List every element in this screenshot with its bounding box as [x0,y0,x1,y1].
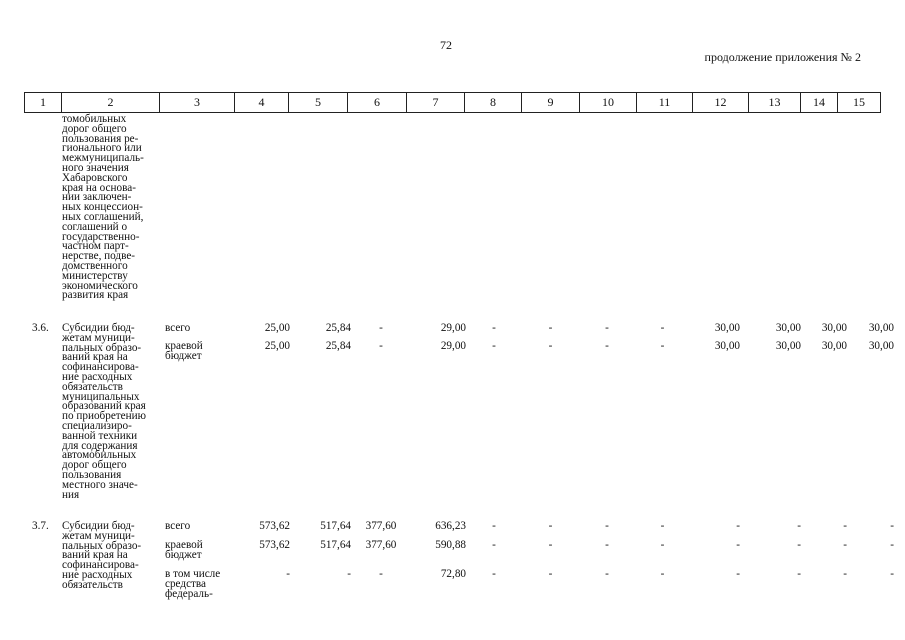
value-cell: - [605,568,609,580]
value-cell: - [492,520,496,532]
value-cell: - [797,568,801,580]
value-cell: 30,00 [868,322,894,334]
value-cell: 573,62 [259,539,290,551]
header-col-10: 10 [580,93,637,113]
value-cell: - [797,539,801,551]
header-col-7: 7 [407,93,465,113]
header-col-1: 1 [25,93,62,113]
value-cell: - [548,539,553,551]
value-cell: - [548,322,553,334]
value-cell: 30,00 [868,340,894,352]
value-cell: 30,00 [714,340,740,352]
value-cell: 636,23 [435,520,466,532]
value-cell: - [605,520,609,532]
value-cell: - [660,520,665,532]
row-description: Субсидии бюд- жетам муници- пальных образо- ваний края на софинансирова- ние расходных обязательств муниципальных образований края по приобретению специализиро- ванной техники для содержания автомобильных дорог общего пользования местного значе- ния [62,322,146,501]
funding-source: всего [165,520,191,532]
value-cell: - [660,539,665,551]
value-cell: - [347,568,351,580]
value-cell: - [660,322,665,334]
value-cell: - [890,539,894,551]
value-cell: 377,60 [365,539,397,551]
header-col-2: 2 [62,93,160,113]
value-cell: - [605,322,609,334]
value-cell: 30,00 [775,340,801,352]
value-cell: - [548,568,553,580]
header-col-14: 14 [801,93,838,113]
value-cell: 30,00 [821,340,847,352]
value-cell: 25,00 [264,322,290,334]
header-col-9: 9 [522,93,580,113]
value-cell: - [736,520,740,532]
value-cell: 30,00 [714,322,740,334]
row-number: 3.7. [32,520,49,532]
value-cell: - [379,322,383,334]
value-cell: - [890,520,894,532]
header-col-3: 3 [160,93,235,113]
value-cell: - [605,539,609,551]
header-col-12: 12 [693,93,749,113]
value-cell: 377,60 [365,520,397,532]
header-col-15: 15 [838,93,881,113]
value-cell: 25,00 [264,340,290,352]
header-col-13: 13 [749,93,801,113]
value-cell: - [379,340,383,352]
value-cell: - [286,568,290,580]
value-cell: - [843,568,847,580]
row-description: Субсидии бюд- жетам муници- пальных образо- ваний края на софинансирова- ние расходных обязательств [62,520,142,591]
value-cell: 30,00 [821,322,847,334]
value-cell: 25,84 [325,340,351,352]
value-cell: - [660,340,665,352]
value-cell: 590,88 [435,539,466,551]
value-cell: - [797,520,801,532]
value-cell: - [890,568,894,580]
value-cell: 29,00 [440,340,466,352]
value-cell: 25,84 [325,322,351,334]
header-col-6: 6 [348,93,407,113]
value-cell: - [736,568,740,580]
value-cell: - [736,539,740,551]
column-number-header [24,92,881,113]
value-cell: 517,64 [320,520,351,532]
funding-source: краевой бюджет [165,340,203,362]
continuation-label: продолжение приложения № 2 [704,50,861,64]
value-cell: - [843,520,847,532]
row-number: 3.6. [32,322,49,334]
funding-source: краевой бюджет [165,539,203,561]
value-cell: 573,62 [259,520,290,532]
header-col-11: 11 [637,93,693,113]
value-cell: 517,64 [320,539,351,551]
value-cell: - [548,340,553,352]
value-cell: 29,00 [440,322,466,334]
value-cell: 72,80 [440,568,466,580]
value-cell: - [660,568,665,580]
value-cell: - [843,539,847,551]
value-cell: - [492,539,496,551]
value-cell: - [605,340,609,352]
continued-description: томобильных дорог общего пользования ре- гионального или межмуниципаль- ного значения Хабаровского края на основа- нии заключен- ных концессион- ных соглашений, соглашений о государственно- частном парт- нерстве, подве- домственного министерству экономического развития края [62,113,144,302]
funding-source: всего [165,322,191,334]
value-cell: - [548,520,553,532]
value-cell: - [492,340,496,352]
header-col-8: 8 [465,93,522,113]
value-cell: 30,00 [775,322,801,334]
header-col-5: 5 [289,93,348,113]
funding-source: в том числе средства федераль- [165,568,221,600]
value-cell: - [379,568,383,580]
header-col-4: 4 [235,93,289,113]
page-number: 72 [440,38,452,52]
value-cell: - [492,322,496,334]
value-cell: - [492,568,496,580]
